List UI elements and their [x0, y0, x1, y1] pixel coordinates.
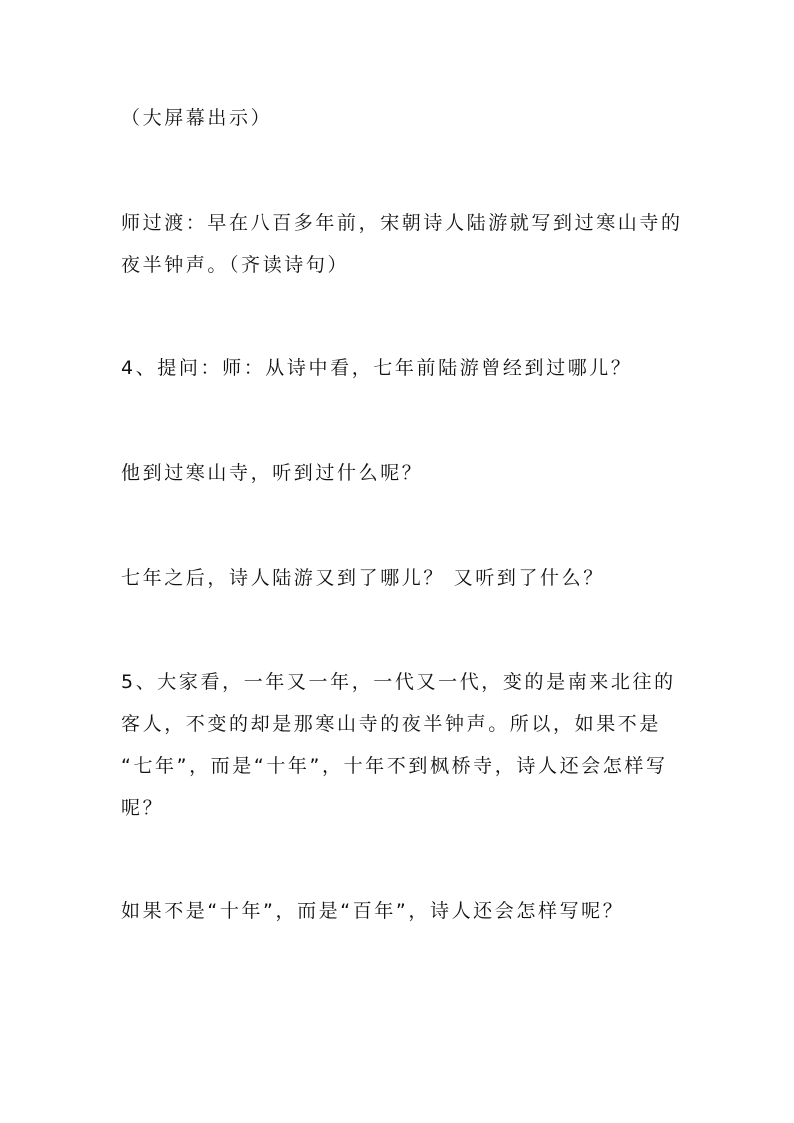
text-line: 师过渡：早在八百多年前，宋朝诗人陆游就写到过寒山寺的 [121, 212, 683, 234]
paragraph-followup-question [121, 452, 681, 494]
text-line: 5、大家看，一年又一年，一代又一代，变的是南来北往的 [121, 671, 676, 693]
text-line: （大屏幕出示） [121, 107, 273, 129]
text-line: 4、提问：师：从诗中看，七年前陆游曾经到过哪儿？ [121, 357, 633, 379]
paragraph-item-5 [121, 661, 681, 829]
paragraph-screen-display [121, 97, 681, 139]
text-line: 他到过寒山寺，听到过什么呢？ [121, 462, 424, 484]
paragraph-hundred-years [121, 890, 681, 932]
text-line: “七年”，而是“十年”，十年不到枫桥寺，诗人还会怎样写 [121, 755, 668, 777]
text-line: 七年之后，诗人陆游又到了哪儿？ 又听到了什么？ [121, 567, 605, 589]
paragraph-seven-years-later [121, 557, 681, 599]
paragraph-question-4 [121, 347, 681, 389]
text-line: 客人，不变的却是那寒山寺的夜半钟声。所以，如果不是 [121, 713, 662, 735]
paragraph-teacher-transition [121, 202, 681, 286]
text-line: 如果不是“十年”，而是“百年”，诗人还会怎样写呢？ [121, 900, 625, 922]
text-line: 呢？ [121, 797, 165, 819]
text-line: 夜半钟声。（齐读诗句） [121, 254, 350, 276]
